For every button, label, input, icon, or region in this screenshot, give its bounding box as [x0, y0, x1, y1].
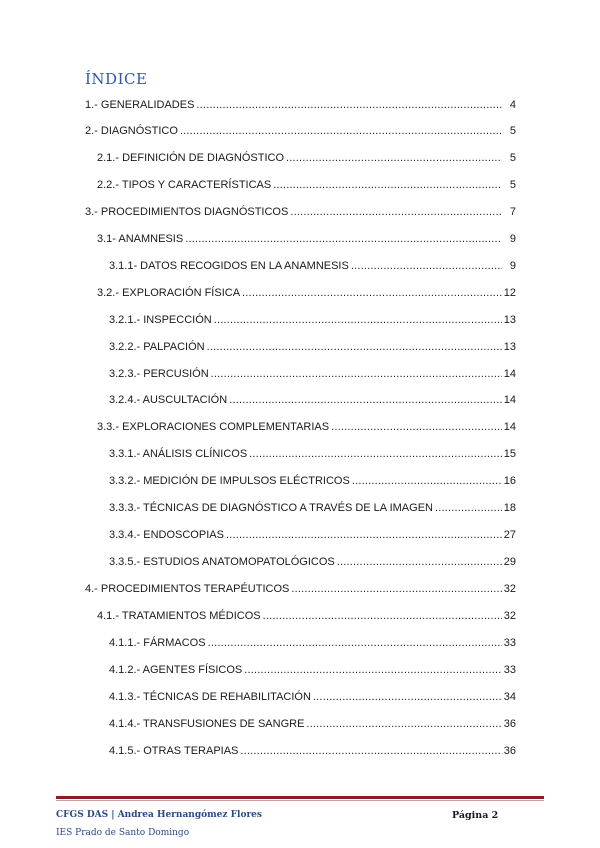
toc-entry-page: 12: [503, 287, 516, 299]
toc-entry-page: 32: [503, 610, 516, 622]
toc-entry[interactable]: [109, 663, 516, 677]
toc-entry[interactable]: [109, 690, 516, 704]
footer-divider-thin: [56, 800, 544, 801]
toc-entry-page: 27: [503, 529, 516, 541]
toc-entry[interactable]: [109, 474, 516, 488]
toc-entry-text: 4.1.1.- FÁRMACOS: [109, 637, 206, 649]
toc-entry-text: 4.1.- TRATAMIENTOS MÉDICOS: [97, 610, 261, 622]
toc-entry-page: 7: [509, 206, 516, 218]
toc-entry[interactable]: [109, 367, 516, 381]
toc-entry-page: 14: [503, 421, 516, 433]
toc-entry[interactable]: [97, 151, 516, 165]
toc-entry[interactable]: [109, 717, 516, 731]
toc-entry[interactable]: [109, 447, 516, 461]
toc-entry-page: 16: [503, 475, 516, 487]
toc-entry[interactable]: [97, 286, 516, 300]
toc-entry-page: 13: [503, 314, 516, 326]
toc-entry[interactable]: [109, 528, 516, 542]
toc-entry-text: 3.1- ANAMNESIS: [97, 233, 184, 245]
toc-entry-page: 33: [503, 637, 516, 649]
toc-entry-text: 4.1.2.- AGENTES FÍSICOS: [109, 664, 243, 676]
footer-school: IES Prado de Santo Domingo: [56, 828, 190, 838]
toc-entry-text: 3.3.1.- ANÁLISIS CLÍNICOS: [109, 448, 248, 460]
toc-entry-page: 33: [503, 664, 516, 676]
toc-entry-page: 9: [509, 233, 516, 245]
toc-entry-page: 4: [509, 99, 516, 111]
toc-entry-text: 4.1.5.- OTRAS TERAPIAS: [109, 745, 239, 757]
toc-entry-page: 9: [509, 260, 516, 272]
toc-entry-text: 3.3.- EXPLORACIONES COMPLEMENTARIAS: [97, 421, 330, 433]
toc-entry-text: 3.2.1.- INSPECCIÓN: [109, 314, 212, 326]
toc-entry-page: 5: [509, 125, 516, 137]
toc-entry-page: 32: [503, 583, 516, 595]
toc-title: ÍNDICE: [85, 70, 148, 88]
toc-entry-text: 3.2.4.- AUSCULTACIÓN: [109, 394, 228, 406]
toc-entry-page: 29: [503, 556, 516, 568]
toc-entry-text: 1.- GENERALIDADES: [85, 99, 195, 111]
toc-entry-text: 4.1.3.- TÉCNICAS DE REHABILITACIÓN: [109, 691, 311, 703]
toc-entry[interactable]: [109, 340, 516, 354]
toc-entry-text: 3.3.5.- ESTUDIOS ANATOMOPATOLÓGICOS: [109, 556, 335, 568]
toc-entry[interactable]: [85, 98, 516, 112]
toc-entry-page: 5: [509, 179, 516, 191]
toc-entry-page: 5: [509, 152, 516, 164]
toc-entry[interactable]: [85, 124, 516, 138]
toc-entry[interactable]: [109, 744, 516, 758]
toc-entry[interactable]: [109, 393, 516, 407]
toc-entry[interactable]: [97, 232, 516, 246]
toc-entry-page: 34: [503, 691, 516, 703]
toc-entry-page: 18: [503, 502, 516, 514]
toc-entry-text: 3.3.4.- ENDOSCOPIAS: [109, 529, 224, 541]
toc-entry[interactable]: [85, 582, 516, 596]
toc-entry[interactable]: [97, 420, 516, 434]
toc-entry-text: 3.2.2.- PALPACIÓN: [109, 341, 205, 353]
toc-entry[interactable]: [109, 636, 516, 650]
toc-entry-text: 3.2.3.- PERCUSIÓN: [109, 368, 209, 380]
toc-entry-text: 3.2.- EXPLORACIÓN FÍSICA: [97, 287, 241, 299]
toc-entry-page: 15: [503, 448, 516, 460]
toc-entry-text: 3.1.1- DATOS RECOGIDOS EN LA ANAMNESIS: [109, 260, 349, 272]
footer-author: CFGS DAS | Andrea Hernangómez Flores: [56, 810, 262, 820]
toc-entry[interactable]: [109, 501, 516, 515]
toc-entry-text: 3.- PROCEDIMIENTOS DIAGNÓSTICOS: [85, 206, 289, 218]
toc-entry-page: 36: [503, 745, 516, 757]
toc-entry[interactable]: [85, 205, 516, 219]
toc-entry-page: 14: [503, 394, 516, 406]
page-number: Página 2: [452, 810, 499, 821]
toc-entry[interactable]: [109, 555, 516, 569]
toc-entry-page: 13: [503, 341, 516, 353]
toc-entry[interactable]: [109, 259, 516, 273]
toc-entry-text: 2.1.- DEFINICIÓN DE DIAGNÓSTICO: [97, 152, 285, 164]
toc-entry[interactable]: [109, 313, 516, 327]
toc-entry-page: 14: [503, 368, 516, 380]
toc-entry-text: 3.3.3.- TÉCNICAS DE DIAGNÓSTICO A TRAVÉS DE LA IMAGEN: [109, 502, 433, 514]
toc-entry-text: 4.1.4.- TRANSFUSIONES DE SANGRE: [109, 718, 305, 730]
toc-entry-text: 3.3.2.- MEDICIÓN DE IMPULSOS ELÉCTRICOS: [109, 475, 350, 487]
footer-divider: [56, 796, 544, 799]
toc-entry-text: 4.- PROCEDIMIENTOS TERAPÉUTICOS: [85, 583, 290, 595]
toc-entry-page: 36: [503, 718, 516, 730]
toc-entry-text: 2.2.- TIPOS Y CARACTERÍSTICAS: [97, 179, 272, 191]
toc-entry-text: 2.- DIAGNÓSTICO: [85, 125, 178, 137]
toc-entry[interactable]: [97, 178, 516, 192]
footer-info: [56, 806, 262, 842]
toc-entry[interactable]: [97, 609, 516, 623]
